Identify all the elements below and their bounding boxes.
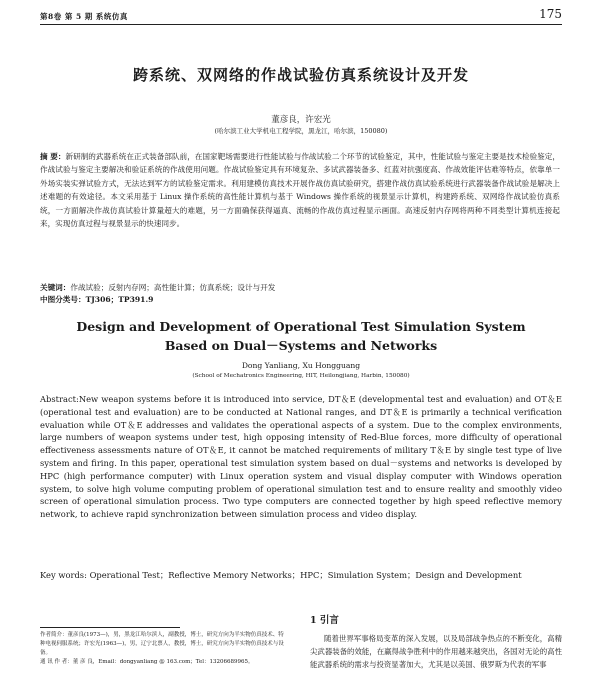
chinese-abstract bbox=[40, 150, 560, 230]
chinese-abstract-text: 新研制的武器系统在正式装备部队前，在国家靶场需要进行性能试验与作战试验二个环节的试验鉴定，其中，性能试验与鉴定主要是技术检验鉴定，作战试验与鉴定主要解决和验证系统的作战使用问题。作战试验鉴定具有环境复杂、多试武器装备多、红蓝对抗强度高、作战效能评估难等特点，依靠单一外场实装实弹试验方式，无法达到军方的试验鉴定需求。利用建模仿真技术开展作战仿真试验研究，搭建作战仿真试验系统进行武器装备作战试验是解决上述难题的有效途径。本文采用基于 Linux 操作系统的高性能计算机与基于 Windows 操作系统的视景显示计算机，构建跨系统、双网络作战试验仿真系统，一方面解决作战仿真试验计算量超大的难题，另一方面确保获得逼真、流畅的作战仿真过程显示画面。高速反射内存网将两种不同类型计算机连接起来，实现仿真过程与视景显示的快速同步。 bbox=[40, 152, 560, 229]
english-title-line-2: Based on Dual－Systems and Networks bbox=[164, 337, 438, 353]
chinese-keywords bbox=[40, 282, 560, 294]
chinese-class-label: 中图分类号： bbox=[40, 295, 86, 304]
english-keywords-text: Operational Test；Reflective Memory Networks；HPC；Simulation System；Design and Development bbox=[89, 570, 522, 580]
english-keywords-label: Key words: bbox=[40, 570, 87, 580]
chinese-abstract-label: 摘 要： bbox=[40, 152, 66, 161]
chinese-classification bbox=[40, 294, 560, 306]
english-affiliation: (School of Mechatronics Engineering, HIT, Heilongjiang, Harbin, 150080) bbox=[192, 373, 410, 379]
chinese-authors: 董彦良，许宏光 bbox=[271, 115, 331, 125]
section-body-introduction: 随着世界军事格局变革的深入发展，以及局部战争热点的不断变化，高精尖武器装备的效能，在赢得战争胜利中的作用越来越突出，各国对无论的高性能武器系统的需求与投资显著加大，尤其是以美国、俄罗斯为代表的军事 bbox=[310, 634, 562, 669]
running-head-journal: 第8卷 第 5 期 系统仿真 bbox=[40, 12, 128, 21]
english-title bbox=[40, 318, 562, 355]
author-footnote bbox=[40, 631, 285, 667]
english-title-line-1: Design and Development of Operational Test Simulation System bbox=[76, 319, 526, 334]
page-number: 175 bbox=[539, 7, 562, 21]
english-authors: Dong Yanliang, Xu Hongguang bbox=[241, 361, 361, 370]
english-abstract-label: Abstract: bbox=[40, 394, 79, 404]
section-heading-introduction: 1 引言 bbox=[310, 615, 339, 626]
english-keywords bbox=[40, 569, 562, 582]
footnote-bio: 作者简介：董彦良(1973—)，男，黑龙江哈尔滨人，副教授，博士，研究方向为半实物仿真技术、特种电视伺服系统；许宏光(1963—)，男，辽宁北票人，教授，博士，研究方向为半实物仿真技术与设备。 bbox=[40, 632, 284, 656]
footnote-rule bbox=[40, 627, 180, 628]
english-abstract bbox=[40, 393, 562, 521]
chinese-keywords-text: 作战试验；反射内存网；高性能计算；仿真系统；设计与开发 bbox=[70, 283, 276, 292]
header-rule bbox=[40, 24, 562, 25]
english-abstract-text: New weapon systems before it is introduced into service, DT＆E (developmental test and evaluation) and OT＆E (operational test and evaluation) are to be conducted at National ranges, and DT＆E is primarily a technical verification evaluation while OT＆E addresses and validates the operational aspects of a system. Due to the complex environments, large numbers of weapon systems under test, high opposing intensity of Red-Blue forces, more difficulty of operational effectiveness assessments nature of OT＆E, it cannot be matched requirements of military T＆E by single test type of live system and firing. In this paper, operational test simulation system based on dual－systems and networks is developed by HPC (high performance computer) with Linux operation system and visual display computer with Windows operation system, to solve high volume computing problem of operational simulation test and to ensure reality and smoothly video screen of operational simulation process. Two type computers are connected together by high speed reflective memory network, to achieve rapid synchronization between simulation process and video display. bbox=[40, 394, 562, 520]
chinese-affiliation: (哈尔滨工业大学机电工程学院，黑龙江，哈尔滨，150080) bbox=[214, 127, 388, 135]
chinese-title: 跨系统、双网络的作战试验仿真系统设计及开发 bbox=[132, 66, 469, 84]
chinese-keywords-label: 关键词： bbox=[40, 283, 71, 292]
footnote-contact: 通 讯 作 者：董 彦 良，Email：dongyanliang @ 163.com；Tel：13206689965。 bbox=[40, 659, 254, 665]
chinese-class-value: TJ306；TP391.9 bbox=[85, 295, 154, 304]
running-head bbox=[40, 9, 562, 23]
